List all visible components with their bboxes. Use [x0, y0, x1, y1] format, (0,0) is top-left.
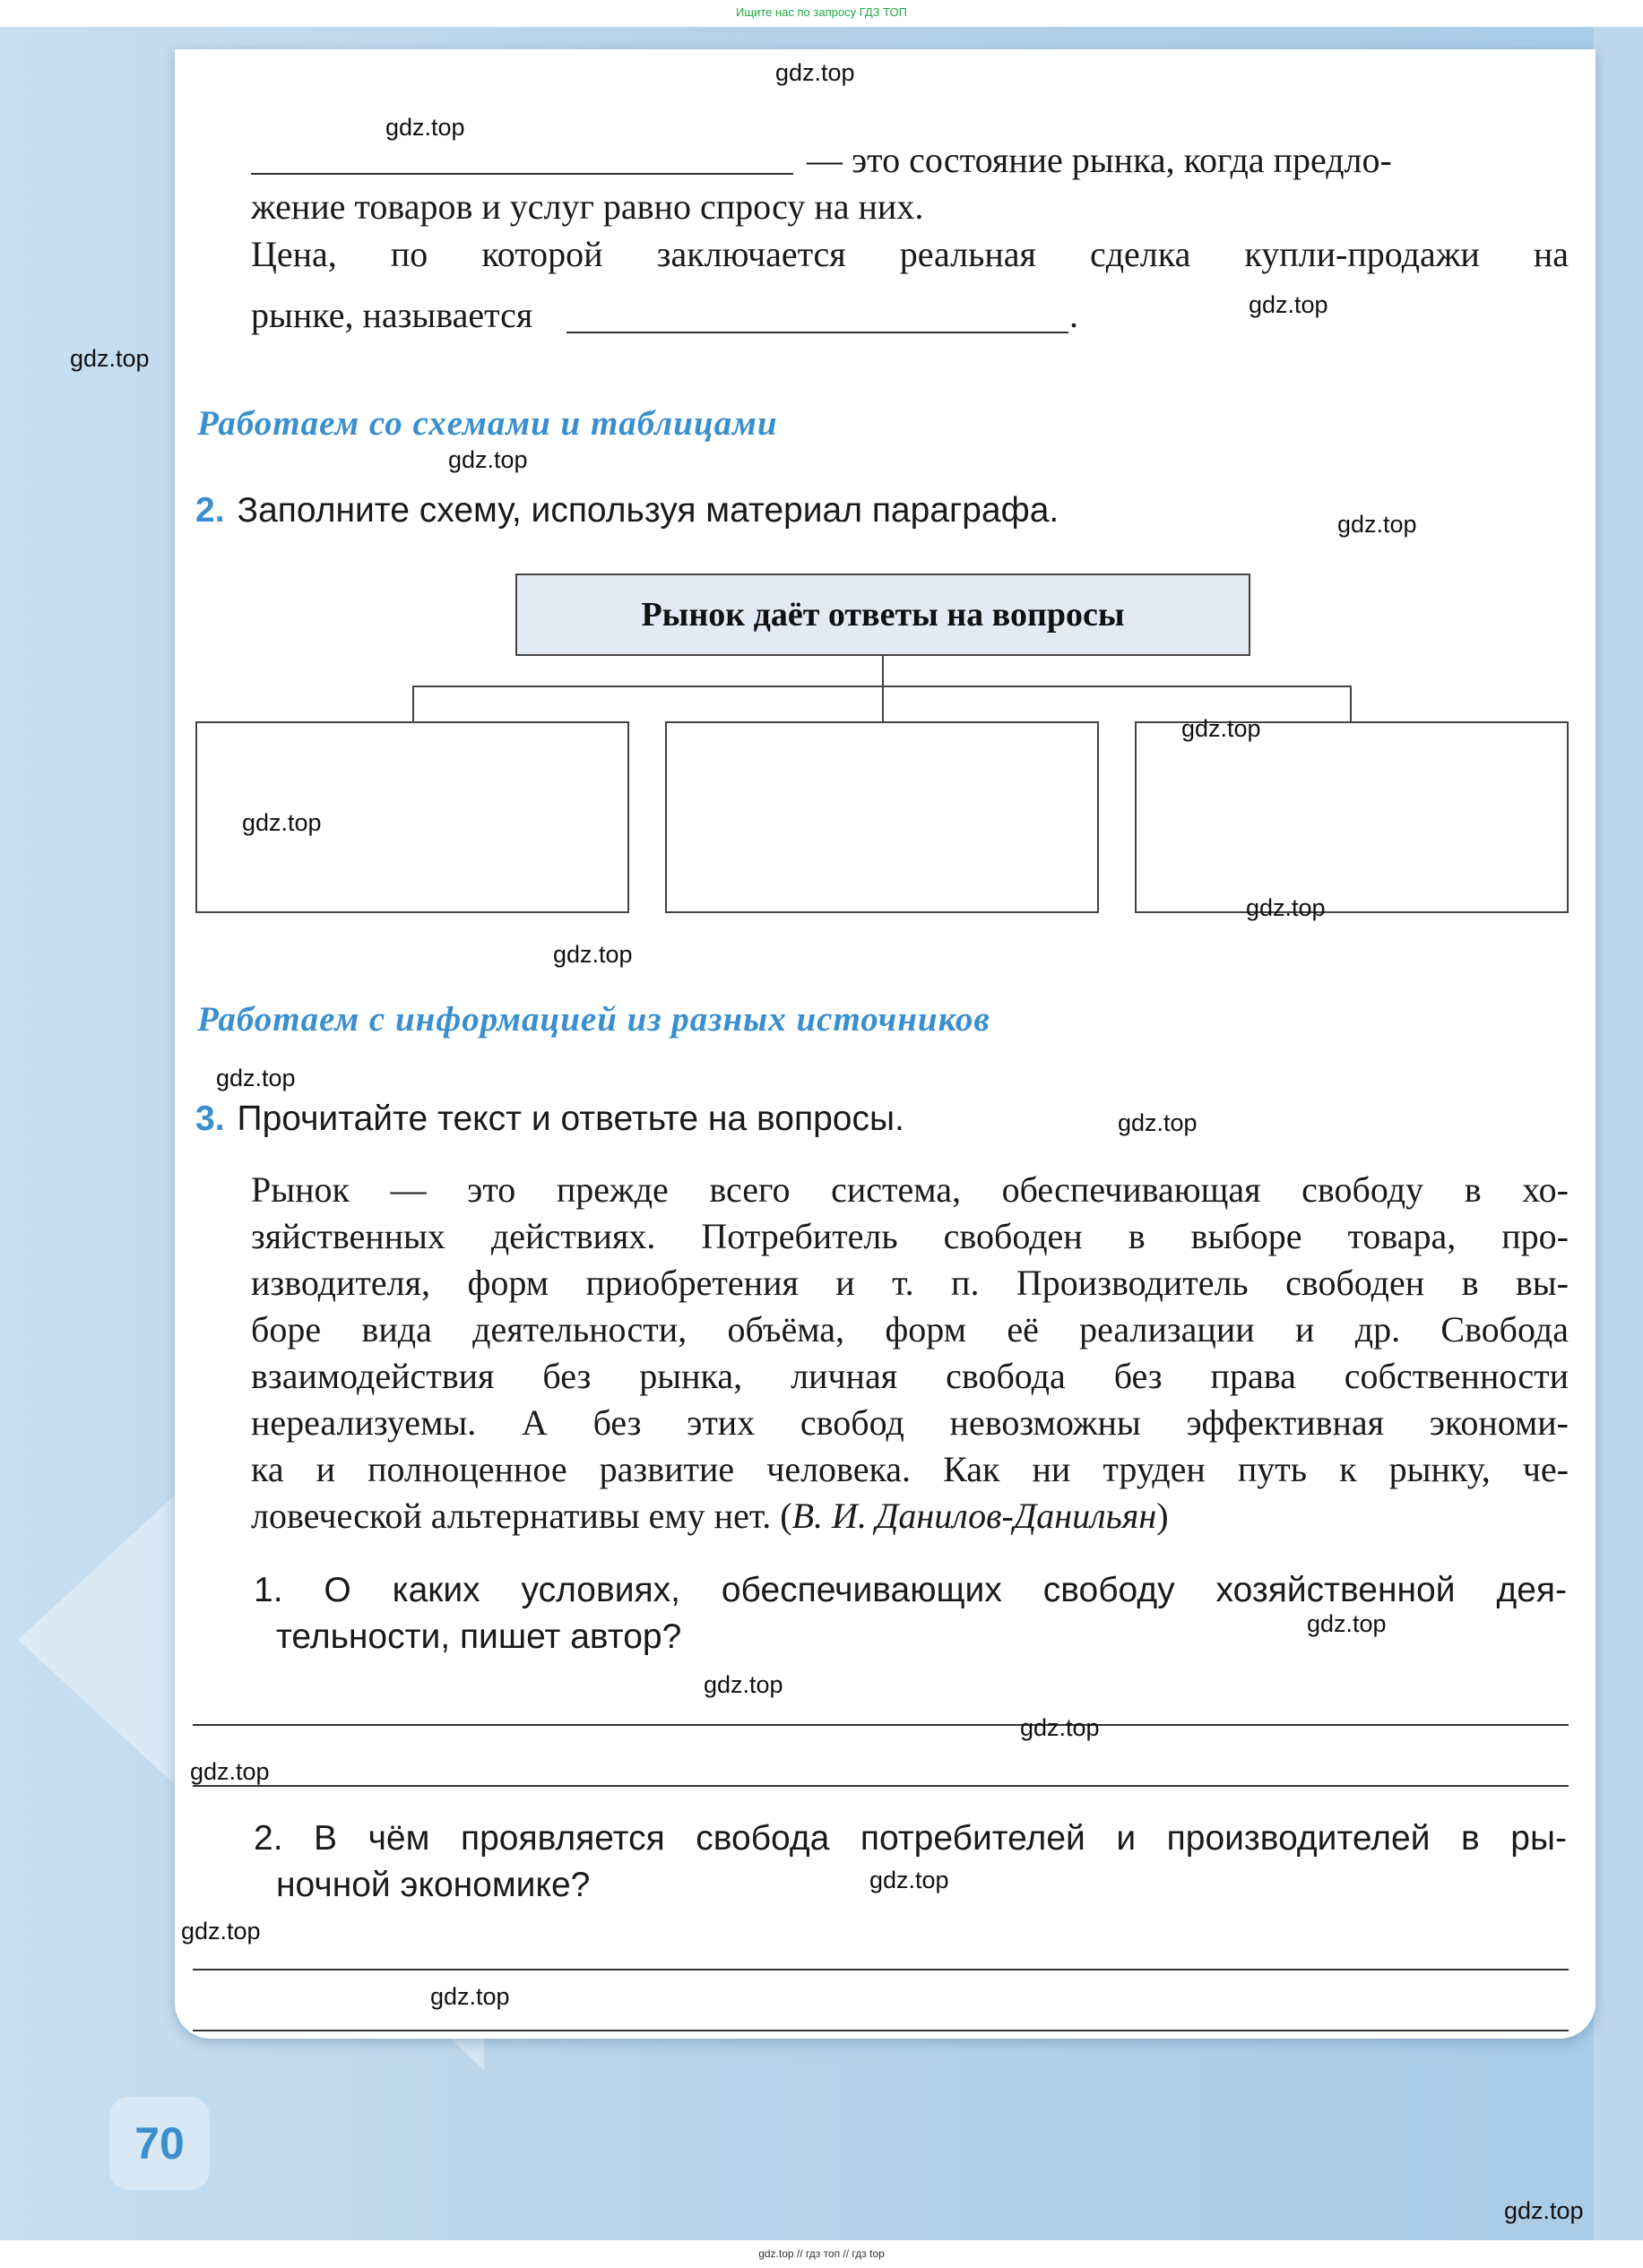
answer-blank-equilibrium[interactable] — [251, 173, 793, 175]
diagram-answer-box-2[interactable] — [665, 721, 1099, 913]
answer-line-q2-2[interactable] — [193, 2030, 1569, 2031]
diagram-connector-left — [412, 686, 414, 721]
question-2-line-2: ночной экономике? — [276, 1866, 591, 1904]
page-number: 70 — [109, 2097, 210, 2190]
diagram-connector-middle — [882, 686, 884, 721]
diagram-connector-right — [1350, 686, 1352, 721]
source-text-line-plain: ловеческой альтернативы ему нет. ( — [251, 1496, 792, 1536]
source-text-last-line — [251, 1493, 1569, 1539]
watermark-text: gdz.top — [1504, 2197, 1584, 2224]
task-2-text: Заполните схему, используя материал параграфа. — [237, 491, 1059, 530]
watermark-text: gdz.top — [1246, 894, 1326, 921]
watermark-text: gdz.top — [1307, 1610, 1387, 1637]
footer-banner[interactable]: gdz.top // гдз топ // гдз top — [758, 2247, 885, 2260]
source-text-line: изводителя, форм приобретения и т. п. Производитель свободен в вы- — [251, 1263, 1569, 1303]
watermark-text: gdz.top — [1249, 291, 1328, 318]
source-text-line: ка и полноценное развитие человека. Как ни труден путь к рынку, че- — [251, 1449, 1569, 1489]
intro-line-1-tail: — это состояние рынка, когда предло- — [807, 140, 1392, 180]
source-text-close-paren: ) — [1156, 1496, 1169, 1536]
watermark-text: gdz.top — [448, 446, 528, 473]
watermark-text: gdz.top — [869, 1867, 949, 1893]
answer-blank-price[interactable] — [566, 332, 1068, 333]
source-text-line: боре вида деятельности, объёма, форм её реализации и др. Свобода — [251, 1309, 1569, 1350]
question-2-line-1: 2. В чём проявляется свобода потребителей и производителей в ры- — [254, 1819, 1567, 1858]
answer-line-q2-1[interactable] — [193, 1969, 1569, 1970]
watermark-text: gdz.top — [1118, 1109, 1198, 1136]
intro-line-2: жение товаров и услуг равно спросу на них. — [251, 186, 924, 227]
watermark-text: gdz.top — [190, 1758, 270, 1785]
answer-line-q1-1[interactable] — [193, 1724, 1569, 1726]
task-3 — [195, 1100, 904, 1139]
watermark-text: gdz.top — [1020, 1714, 1100, 1741]
diagram-title-box: Рынок даёт ответы на вопросы — [515, 573, 1250, 656]
watermark-text: gdz.top — [1181, 715, 1261, 742]
intro-line-4-tail: . — [1069, 295, 1078, 335]
watermark-text: gdz.top — [242, 809, 322, 836]
question-1-line-2: тельности, пишет автор? — [276, 1617, 682, 1656]
source-author: В. И. Данилов-Данильян — [791, 1496, 1157, 1536]
source-text-line: взаимодействия без рынка, личная свобода без права собственности — [251, 1356, 1569, 1396]
section-heading-sources: Работаем с информацией из разных источников — [197, 1000, 990, 1039]
intro-line-4-head: рынке, называется — [251, 295, 533, 335]
watermark-text: gdz.top — [216, 1065, 296, 1091]
task-2-number: 2. — [195, 491, 225, 530]
diagram-answer-box-3[interactable] — [1135, 721, 1569, 913]
task-3-number: 3. — [195, 1100, 225, 1138]
question-1-line-1: 1. О каких условиях, обеспечивающих свободу хозяйственной дея- — [254, 1571, 1567, 1609]
workbook-page — [175, 49, 1595, 2039]
header-banner[interactable]: Ищите нас по запросу ГДЗ ТОП — [736, 5, 907, 19]
task-2 — [195, 491, 1059, 530]
watermark-text: gdz.top — [1337, 511, 1417, 538]
source-text-line: зяйственных действиях. Потребитель свободен в выборе товара, про- — [251, 1216, 1569, 1256]
task-3-text: Прочитайте текст и ответьте на вопросы. — [237, 1100, 904, 1138]
watermark-text: gdz.top — [430, 1983, 510, 2010]
diagram-connector-vertical-top — [882, 656, 884, 687]
watermark-text: gdz.top — [70, 345, 150, 372]
background-side-bar — [1594, 27, 1643, 2240]
answer-line-q1-2[interactable] — [193, 1785, 1569, 1787]
source-text — [251, 1167, 1569, 1539]
intro-line-3: Цена, по которой заключается реальная сделка купли-продажи на — [251, 234, 1569, 274]
watermark-text: gdz.top — [181, 1918, 261, 1945]
watermark-text: gdz.top — [553, 941, 633, 968]
watermark-text: gdz.top — [704, 1671, 783, 1698]
source-text-line: Рынок — это прежде всего система, обеспечивающая свободу в хо- — [251, 1169, 1569, 1210]
section-heading-schemes: Работаем со схемами и таблицами — [197, 404, 778, 443]
watermark-text: gdz.top — [775, 59, 855, 86]
watermark-text: gdz.top — [385, 114, 465, 141]
source-text-line: нереализуемы. А без этих свобод невозможны эффективная экономи- — [251, 1402, 1569, 1443]
